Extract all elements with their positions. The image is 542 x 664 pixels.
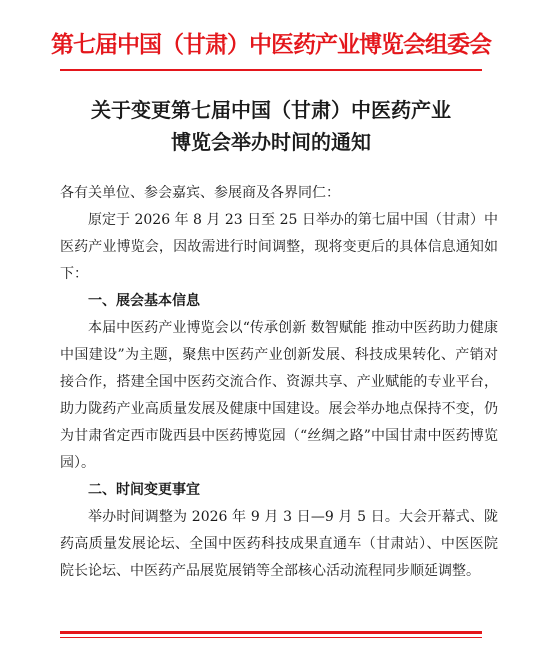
organizer-header: 第七届中国（甘肃）中医药产业博览会组委会 xyxy=(51,31,491,58)
section-1-paragraph: 本届中医药产业博览会以“传承创新 数智赋能 推动中医药助力健康中国建设”为主题，聚焦中医药产业创新发展、科技成果转化、产销对接合作，搭建全国中医药交流合作、资源共享、产业赋能的专业平台，助力陇药产业高质量发展及健康中国建设。展会举办地点保持不变，仍为甘肃省定西市陇西县中医药博览园（“丝绸之路”中国甘肃中医药博览园）。 xyxy=(60,320,498,471)
document-title-line-2: 博览会举办时间的通知 xyxy=(171,130,371,154)
salutation: 各有关单位、参会嘉宾、参展商及各界同仁： xyxy=(60,185,340,201)
section-2-paragraph: 举办时间调整为 2026 年 9 月 3 日—9 月 5 日。大会开幕式、陇药高质量发展论坛、全国中医药科技成果直通车（甘肃站）、中医医院院长论坛、中医药产品展览展销等全部核心活动流程同步顺延调整。 xyxy=(60,509,498,579)
document-title xyxy=(0,94,542,158)
document-body xyxy=(60,180,498,585)
section-1-heading: 一、展会基本信息 xyxy=(88,293,200,309)
intro-paragraph: 原定于 2026 年 8 月 23 日至 25 日举办的第七届中国（甘肃）中医药产业博览会，因故需进行时间调整，现将变更后的具体信息通知如下： xyxy=(60,212,498,282)
document-title-line-1: 关于变更第七届中国（甘肃）中医药产业 xyxy=(91,98,451,122)
footer-divider-thick xyxy=(60,631,482,634)
header-divider-line xyxy=(60,69,482,71)
section-2-heading: 二、时间变更事宜 xyxy=(88,482,200,498)
footer-divider-thin xyxy=(60,637,482,638)
